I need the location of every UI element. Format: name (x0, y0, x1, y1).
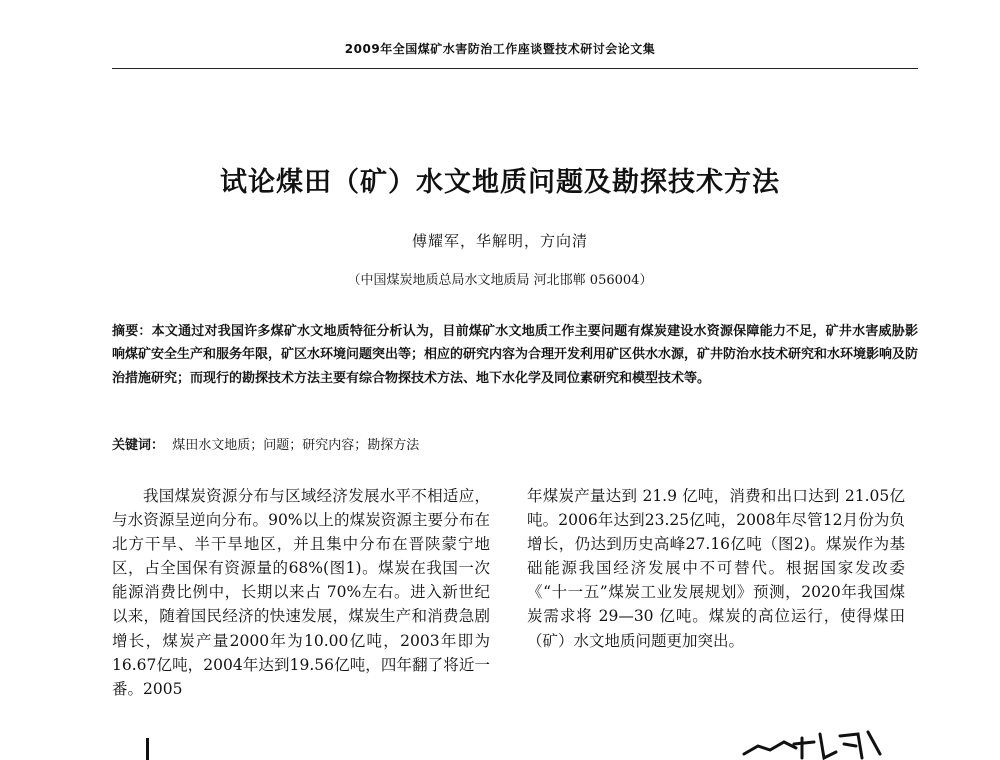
keywords-label: 关键词： (112, 438, 165, 453)
margin-mark (146, 738, 149, 760)
handwritten-scribble (740, 724, 890, 760)
keywords-text: 煤田水文地质；问题；研究内容；勘探方法 (172, 438, 420, 453)
abstract (112, 320, 918, 390)
header-rule (112, 68, 918, 69)
abstract-text: 本文通过对我国许多煤矿水文地质特征分析认为，目前煤矿水文地质工作主要问题有煤炭建设水资源保障能力不足，矿井水害威胁影响煤矿安全生产和服务年限，矿区水环境问题突出等；相应的研究内容为合理开发利用矿区供水水源，矿井防治水技术研究和水环境影响及防治措施研究；而现行的勘探技术方法主要有综合物探技术方法、地下水化学及同位素研究和模型技术等。 (112, 324, 919, 386)
body-column-right: 年煤炭产量达到 21.9 亿吨，消费和出口达到 21.05亿吨。2006年达到23.25亿吨，2008年尽管12月份为负增长，仍达到历史高峰27.16亿吨（图2)。煤炭作为基础能源我国经济发展中不可替代。根据国家发改委《“十一五”煤炭工业发展规划》预测，2020年我国煤炭需求将 29—30 亿吨。煤炭的高位运行，使得煤田（矿）水文地质问题更加突出。 (527, 487, 905, 650)
affiliation: （中国煤炭地质总局水文地质局 河北邯郸 056004） (347, 273, 653, 288)
paper-title: 试论煤田（矿）水文地质问题及勘探技术方法 (220, 167, 780, 198)
authors: 傅耀军，华解明，方向清 (411, 232, 588, 250)
body-column-left: 我国煤炭资源分布与区域经济发展水平不相适应，与水资源呈逆向分布。90%以上的煤炭资源主要分布在北方干旱、半干旱地区，并且集中分布在晋陕蒙宁地区，占全国保有资源量的68%(图1)。煤炭在我国一次能源消费比例中，长期以来占 70%左右。进入新世纪以来，随着国民经济的快速发展，煤炭生产和消费急剧增长，煤炭产量2000年为10.00亿吨，2003年即为16.67亿吨，2004年达到19.56亿吨，四年翻了将近一番。2005 (112, 487, 490, 698)
abstract-label: 摘要： (112, 324, 152, 339)
keywords (112, 434, 918, 457)
running-header: 2009年全国煤矿水害防治工作座谈暨技术研讨会论文集 (344, 42, 656, 56)
